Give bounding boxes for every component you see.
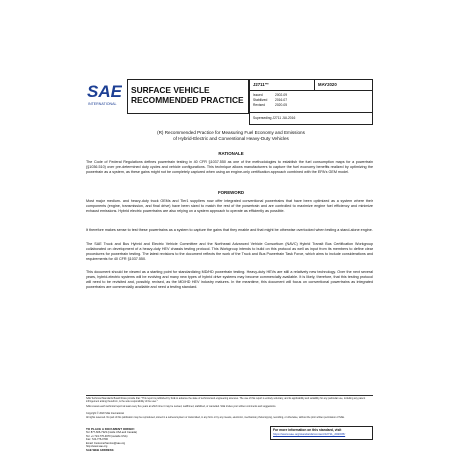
contact-email[interactable]: Email: CustomerService@sae.org bbox=[86, 441, 126, 445]
date-row-stabilized: Stabilized 2016-07 bbox=[253, 98, 288, 102]
subtitle-line-1: (R) Recommended Practice for Measuring Fuel Economy and Emissions bbox=[157, 130, 305, 135]
doc-number: J2711™ bbox=[250, 80, 315, 90]
title-line-2: RECOMMENDED PRACTICE bbox=[131, 95, 244, 105]
sae-logo-subtext: INTERNATIONAL bbox=[88, 102, 117, 106]
document-type-box bbox=[127, 79, 249, 114]
more-info-heading: For more information on this standard, visit bbox=[273, 428, 342, 432]
date-list bbox=[250, 91, 372, 110]
date-row-issued: Issued 2002-09 bbox=[253, 93, 288, 97]
sae-logo bbox=[86, 78, 122, 108]
rationale-heading: RATIONALE bbox=[218, 151, 244, 156]
superseding-note: Superseding J2711 JUL2016 bbox=[250, 112, 372, 120]
date-row-revised: Revised 2020-05 bbox=[253, 103, 288, 107]
contact-tel-2: Tel: +1 724-776-4970 (outside USA) bbox=[86, 434, 128, 438]
footer-review-note: SAE reviews each technical report at least every five years at which time it may be revised, reaffirmed, stabilized, or cancelled. SAE invites your written comments and suggestions. bbox=[86, 405, 277, 408]
more-info-box bbox=[270, 426, 373, 440]
footer-disclaimer: SAE Technical Standards Board Rules provide that: "This report is published by SAE to advance the state of technical and engineering sciences. The use of this report is entirely voluntary, and its applicability and suitability for any particular use, including any patent infringement arising therefrom, is the sole responsibility of the user." bbox=[86, 397, 366, 404]
footer-rights: All rights reserved. No part of this publication may be reproduced, stored in a retrieval system or transmitted, in any form or by any means, electronic, mechanical, photocopying, recording, or otherwise, without the prior written permission of SAE. bbox=[86, 416, 345, 419]
sae-logo-text: SAE bbox=[87, 82, 122, 101]
issue-code: MAY2020 bbox=[318, 82, 337, 87]
subtitle-line-2: of Hybrid-Electric and Conventional Heavy-Duty Vehicles bbox=[173, 136, 289, 141]
contact-website[interactable]: http://www.sae.org bbox=[86, 445, 108, 449]
foreword-paragraph-4: This document should be viewed as a starting point for standardizing MD/HD powertrain testing. Heavy-duty HEVs are still a relatively new technology. Over the next several years, hybrid-electric systems will be evolving and many new types of hybrid drive systems may become commercially available. It is likely, therefore, that this testing protocol will need to be revisited and, possibly, revised, as the MD/HD HEV industry matures. In the meantime, this document will focus on conventional powertrains as integrated powertrains are commercially available and need a testing standard. bbox=[86, 270, 373, 289]
title-line-1: SURFACE VEHICLE bbox=[131, 85, 210, 95]
foreword-paragraph-3: The SAE Truck and Bus Hybrid and Electric Vehicle Committee and the Northeast Advanced Vehicle Consortium (NAVC) Hybrid Transit Bus Certification Workgroup collaborated on development of a heavy-duty HEV chassis testing protocol. This Workgroup intends to build on this protocol as well as input from its members to define clear procedures for powertrain testing. The latest revisions to the document reflects the work of the Truck and Bus Powertrain Task Force, which aims to include considerations and requirements for 40 CFR §1037.550. bbox=[86, 242, 373, 261]
document-meta-box bbox=[249, 79, 373, 125]
footer-copyright: Copyright © 2020 SAE International bbox=[86, 412, 124, 415]
foreword-paragraph-2: It therefore makes sense to test these powertrains as a system to capture the gains that they enable and that might be otherwise overlooked when testing a stand-alone engine. bbox=[86, 228, 373, 232]
order-heading: TO PLACE A DOCUMENT ORDER: bbox=[86, 427, 135, 431]
foreword-heading: FOREWORD bbox=[217, 190, 245, 195]
order-contact-block bbox=[86, 428, 256, 448]
standard-link[interactable]: https://www.sae.org/standards/content/J2711_202005/ bbox=[273, 432, 346, 436]
contact-tel-1: Tel: 877-606-7323 (inside USA and Canada) bbox=[86, 431, 137, 435]
contact-fax: Fax: 724-776-0790 bbox=[86, 438, 108, 442]
document-subtitle bbox=[100, 130, 362, 142]
footer-divider bbox=[86, 395, 373, 396]
foreword-paragraph-1: Most major medium- and heavy-duty truck OEMs and Tier1 suppliers now offer integrated conventional powertrains that have been optimized as a system where their components (engine, transmission, and final drive) have been sized to match the rest of the powertrain and are controlled to maximize engine fuel efficiency and minimize exhaust emissions. Hybrid electric powertrains are also relying on a system approach to operate as efficiently as possible. bbox=[86, 199, 373, 213]
rationale-text: The Code of Federal Regulations defines powertrain testing in 40 CFR §1037.550 as one of the methodologies to establish the fuel consumption maps for a powertrain (§1036.510) over pre-determined duty cycles and vehicle configurations. This technique allows manufacturers to capture the fuel economy benefits realized by optimizing the powertrain as a system, as these gains might not be completely captured when using an engine-only certification approach combined with the EPA's GEM model. bbox=[86, 160, 373, 174]
web-address-label: SAE WEB ADDRESS: bbox=[86, 448, 115, 452]
